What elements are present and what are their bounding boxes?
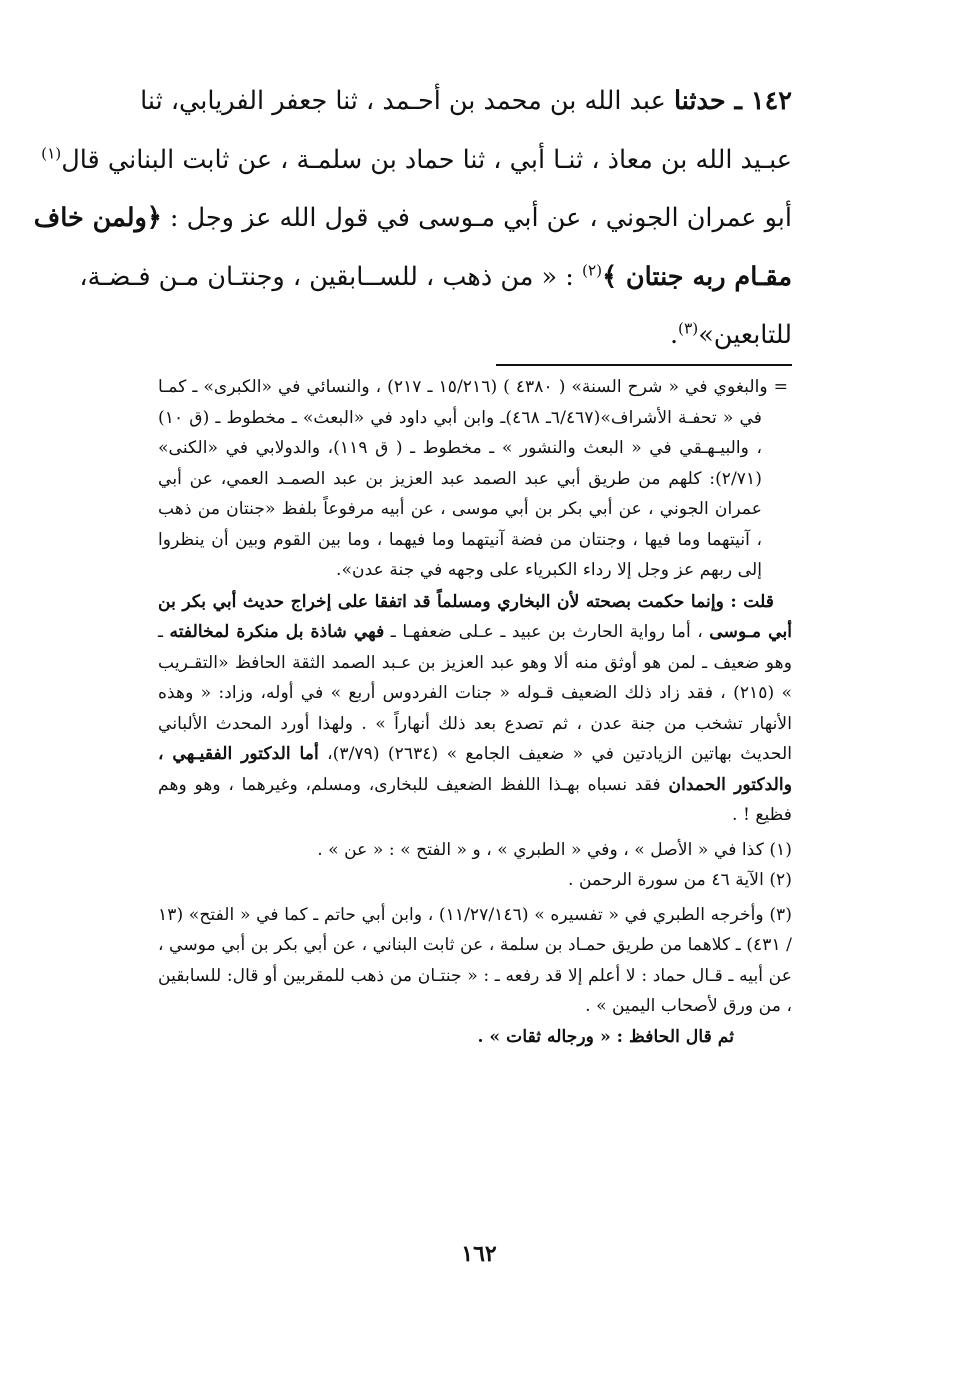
hadith-text — [33, 72, 792, 365]
hadith-intro: حدثنا — [673, 86, 726, 116]
hadith-line-5: للتابعين»$^{(٣)}$. — [669, 319, 792, 350]
hadith-line-3: أبو عمران الجوني ، عن أبي مـوسى في قول الله عز وجل : ﴿ولمن خاف — [33, 203, 792, 233]
hadith-line-1: ١٤٢ ـ حدثنا عبد الله بن محمد بن أحـمد ، ثنا جعفر الفريابي، ثنا — [140, 86, 792, 116]
footnote-ref-1[interactable]: (١) — [41, 144, 62, 162]
footnote-2: (٢) الآية ٤٦ من سورة الرحمن . — [568, 870, 792, 890]
author-comment: قلت : وإنما حكمت بصحته لأن البخاري ومسلماً قد اتفقا على إخراج حديث أبي بكر بن أبي مـوسى ، أما رواية الحارث بن عبيد ـ عـلى ضعفهـا ـ فهي شاذة بل منكرة لمخالفته ـ وهو ضعيف ـ لمن هو أوثق منه ألا وهو عبد العزيز بن عـبد الصمد الثقة الحافظ «التقـريب » (٢١٥) ، فقد زاد ذلك الضعيف قـوله « جنات الفردوس أربع » في أوله، وزاد: « وهذه الأنهار تشخب من جنة عدن ، ثم تصدع بعد ذلك أنهاراً » . ولهذا أورد المحدث الألباني الحديث بهاتين الزيادتين في « ضعيف الجامع » (٢٦٣٤) (٣/٧٩)، أما الدكتور الفقيـهي ، والدكتور الحمدان فقد نسباه بهـذا اللفظ الضعيف للبخارى، ومسلم، وغيرهما ، وهو وهم فظيع ! . — [158, 591, 793, 825]
hadith-line-4: مقـام ربه جنتان ﴾$^{(٢)}$ : « من ذهب ، للســابقين ، وجنتـان مـن فـضـة، — [79, 261, 792, 292]
hafiz-statement: ثم قال الحافظ : « ورجاله ثقات » . — [477, 1026, 734, 1047]
footnote-1: (١) كذا في « الأصل » ، وفي « الطبري » ، و « الفتح » : « عن » . — [317, 839, 792, 860]
footnote-3: (٣) وأخرجه الطبري في « تفسيره » (١١/٢٧/١٤٦) ، وابن أبي حاتم ـ كما في « الفتح» (١٣ / ٤٣١) ـ كلاهما من طريق حمـاد بن سلمة ، عن ثابت البناني ، عن أبي بكر بن أبي موسي ، عن أبيه ـ قـال حماد : لا أعلم إلا قد رفعه ـ : « جنتـان من ذهب للمقربين أو قال: للسابقين ، من ورق لأصحاب اليمين » . — [158, 904, 792, 1016]
quran-verse-end: مقـام ربه جنتان ﴾ — [602, 261, 792, 292]
footnotes — [158, 372, 792, 1052]
footnote-ref-3[interactable]: (٣) — [678, 319, 699, 338]
page-number: ١٦٢ — [461, 1241, 497, 1267]
footnote-separator — [496, 364, 792, 366]
footnote-ref-2[interactable]: (٢) — [581, 261, 603, 279]
quran-verse: ﴿ولمن خاف — [33, 203, 162, 233]
footnote-continuation: = والبغوي في « شرح السنة» ( ٤٣٨٠ ) (١٥/٢١٦ ـ ٢١٧) ، والنسائي في «الكبرى» ـ كمـا في « تحفـة الأشراف»(٦/٤٦٧ـ ٤٦٨)ـ وابن أبي داود في «البعث» ـ مخطوط ـ (ق ١٠) ، والبيـهـقي في « البعث والنشور » ـ مخطوط ـ ( ق ١١٩)، والدولابي في «الكنى» (٢/٧١): كلهم من طريق أبي عبد الصمد عبد العزيز بن عبد الصمـد العمي، عن أبي عمران الجوني ، عن أبي بكر بن أبي موسى ، عن أبيه مرفوعاً بلفظ «جنتان من ذهب ، آنيتهما وما فيها ، وجنتان من فضة آنيتهما وما فيهما ، وما بين القوم وبين أن ينظروا إلى ربهم عز وجل إلا رداء الكبرياء على وجهه في جنة عدن». — [158, 377, 789, 580]
hadith-line-2: عبـيد الله بن معاذ ، ثنـا أبي ، ثنا حماد بن سلمـة ، عن ثابت البناني قال$^{(١)}$ — [41, 144, 792, 175]
hadith-number: ١٤٢ — [750, 86, 792, 116]
